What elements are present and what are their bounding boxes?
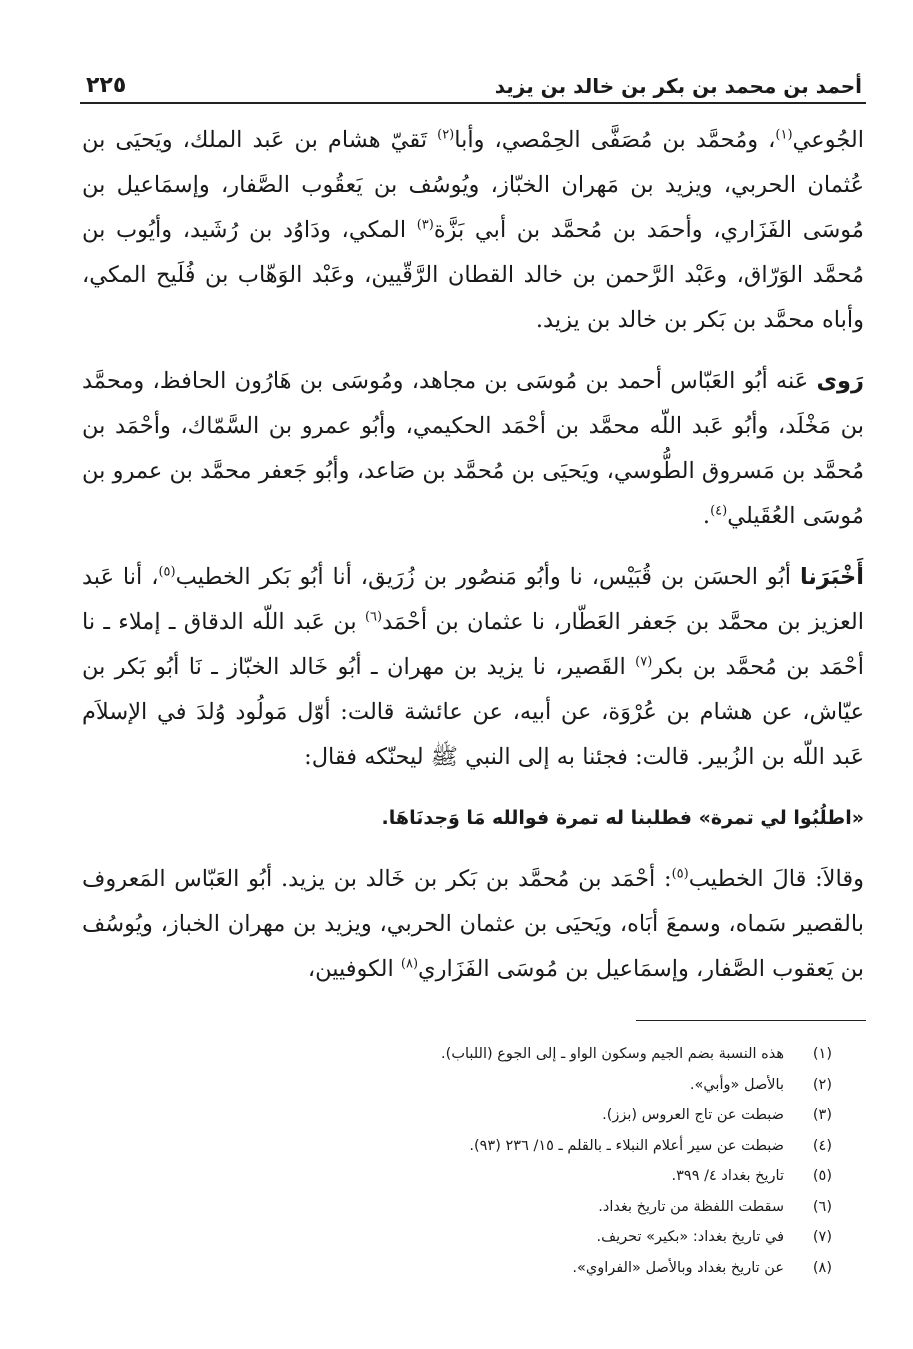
footnote-number: (٤) [812,1137,832,1154]
paragraph-hadith-chain [80,555,866,780]
footnote-text: في تاريخ بغداد: «بكير» تحريف. [596,1229,784,1245]
footnote-text: سقطت اللفظة من تاريخ بغداد. [598,1198,784,1215]
footnote-text: ضبطت عن تاج العروس (بزز). [602,1107,784,1123]
paragraph-hadith-quote [80,796,866,841]
footnote [80,1222,832,1253]
footnote-number: (٨) [812,1259,832,1276]
footnote-marker: (٦) [364,609,383,625]
footnote [80,1161,832,1192]
paragraph-narrators [80,359,866,539]
footnote-separator [636,1020,866,1021]
footnote-marker: (٧) [635,654,653,670]
footnote [80,1100,832,1131]
text-run: المكي، ودَاوُد بن رُشَيد، وأيُوب بن مُحمَّد الوَرّاق، وعَبْد الرَّحمن بن خالد القطان الرَّقّيين، وعَبْد الوَهّاب بن فُلَيح المكي، وأباه محمَّد بن بَكر بن خالد بن يزيد. [82,217,864,333]
book-page [80,62,866,1283]
footnote-text: ضبطت عن سير أعلام النبلاء ـ بالقلم ـ ١٥/ ٢٣٦ (٩٣). [469,1137,784,1154]
footnote [80,1039,832,1070]
footnote-marker: (٣) [416,217,434,233]
text-run: «اطلُبُوا لي تمرة» فطلبنا له تمرة فوالله مَا وَجدنَاهَا. [381,807,864,829]
text-run: ، ومُحمَّد بن مُصَفَّى الحِمْصي، وأبا [454,127,776,153]
footnote-text: تاريخ بغداد ٤/ ٣٩٩. [671,1168,784,1184]
text-run: أبُو الحسَن بن قُبَيْس، نا وأبُو مَنصُور بن زُرَيق، أنا أبُو بَكر الخطيب [175,564,800,590]
main-text [80,118,866,992]
footnote-number: (٧) [812,1229,832,1245]
paragraph-teachers [80,118,866,343]
paragraph-khatib [80,857,866,992]
text-run: : أحْمَد بن مُحمَّد بن بَكر بن خَالد بن يزيد. أبُو العَبّاس المَعروف بالقصير سَماه، وسمعَ أبَاه، ويَحيَى بن عثمان الحربي، ويزيد بن مهران الخباز، ويُوسُف بن يَعقوب الصَّفار، وإسمَاعيل بن مُوسَى الفَزَاري [82,866,864,982]
opening-keyword: رَوى [816,368,864,394]
footnote-text: بالأصل «وأبي». [689,1076,784,1093]
text-run: بن عَبد اللّه الدقاق ـ إملاء ـ نا أحْمَد بن مُحمَّد بن بكر [82,609,864,680]
running-title: أحمد بن محمد بن بكر بن خالد بن يزيد [494,74,862,98]
footnote [80,1070,832,1101]
footnote-number: (٢) [812,1076,832,1093]
footnote [80,1131,832,1162]
footnote-text: عن تاريخ بغداد وبالأصل «الفراوي». [572,1259,784,1276]
footnote-marker: (٢) [437,127,455,143]
footnote-marker: (٥) [158,564,176,580]
text-run: ، أنا عَبد العزيز بن محمَّد بن جَعفر العَطّار، نا عثمان بن أحْمَد [82,564,864,635]
footnote-number: (٦) [812,1198,832,1215]
text-run: . [702,503,711,529]
text-run: الجُوعي [792,127,864,153]
footnote-marker: (١) [775,127,793,143]
footnote-number: (٥) [812,1168,832,1184]
footnote [80,1192,832,1223]
footnote-text: هذه النسبة بضم الجيم وسكون الواو ـ إلى الجوع (اللباب). [441,1046,784,1062]
footnote-marker: (٨) [400,956,419,972]
page-number: ٢٢٥ [86,73,127,98]
footnote-number: (٣) [812,1107,832,1123]
text-run: الكوفيين، [307,956,401,982]
text-run: القَصير، نا يزيد بن مهران ـ أبُو خَالد الخبّاز ـ نَا أبُو بَكر بن عيّاش، عن هشام بن عُرْوَة، عن أبيه، عن عائشة قالت: أوّل مَولُود وُلدَ في الإسلاَم عَبد اللّه بن الزُبير. قالت: فجئنا به إلى النبي ﷺ ليحنّكه فقال: [82,654,864,770]
text-run: وقالاَ: قالَ الخطيب [688,866,864,892]
text-run: تَقيّ هشام بن عَبد الملك، ويَحيَى بن عُثمان الحربي، ويزيد بن مَهران الخبّاز، ويُوسُف بن يَعقُوب الصَّفار، وإسمَاعيل بن مُوسَى الفَزَاري، وأحمَد بن مُحمَّد بن أبي بَزَّة [82,127,864,243]
text-run: عَنه أبُو العَبّاس أحمد بن مُوسَى بن مجاهد، ومُوسَى بن هَارُون الحافظ، ومحمَّد بن مَخْلَد، وأبُو عَبد اللّه محمَّد بن أحْمَد الحكيمي، وأبُو عمرو بن السَّمّاك، وأحْمَد بن مُحمَّد بن مَسروق الطُّوسي، ويَحيَى بن مُحمَّد بن صَاعد، وأبُو جَعفر محمَّد بن عمرو بن مُوسَى العُقَيلي [82,368,864,529]
footnote-number: (١) [812,1046,832,1062]
opening-keyword: أَخْبَرَنا [799,564,864,590]
footnote-marker: (٤) [710,503,728,519]
footnotes [80,1039,866,1283]
footnote-marker: (٥) [671,866,689,882]
page-header [80,62,866,104]
footnote [80,1253,832,1284]
